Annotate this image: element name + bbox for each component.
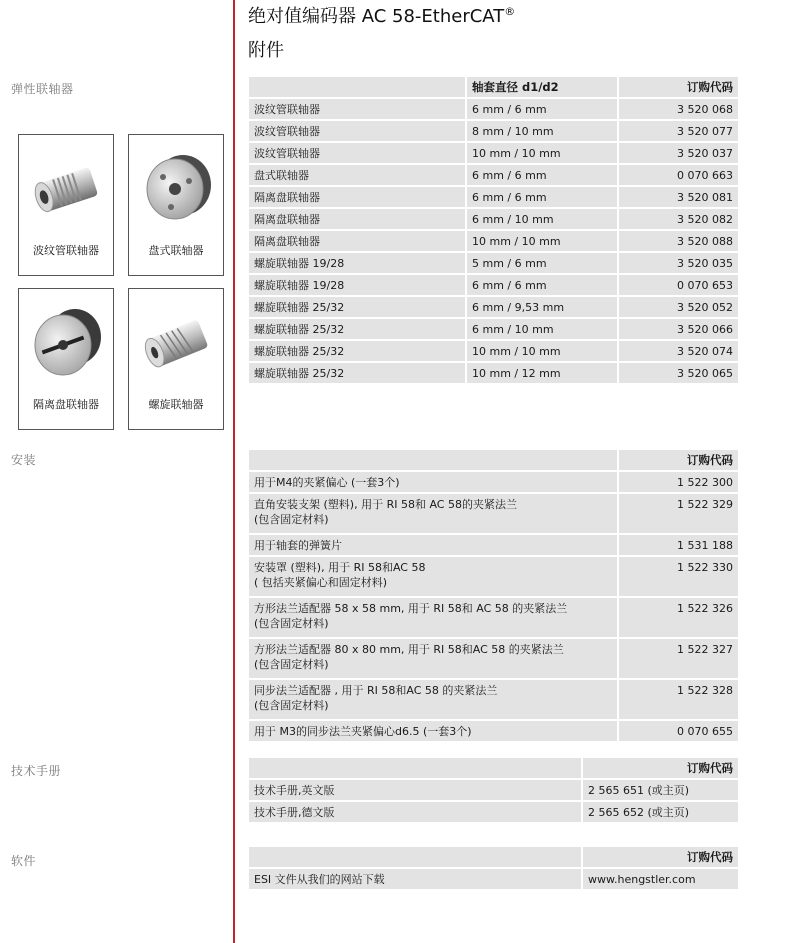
cell-order-code: 1 522 326 <box>617 598 738 637</box>
cell-order-code: 3 520 082 <box>617 209 738 229</box>
manual-table <box>249 756 738 824</box>
product-caption: 盘式联轴器 <box>148 244 204 257</box>
table-header-row <box>249 847 738 867</box>
product-card-insulated-disc <box>18 288 114 430</box>
table-header-row <box>249 758 738 778</box>
table-row <box>249 253 738 273</box>
cell-name: 螺旋联轴器 25/32 <box>249 363 465 383</box>
table-header-row <box>249 77 738 97</box>
cell-bore: 6 mm / 6 mm <box>465 275 617 295</box>
header-order-code: 订购代码 <box>617 77 738 97</box>
cell-bore: 6 mm / 6 mm <box>465 187 617 207</box>
disc-coupling-photo-icon <box>137 145 215 231</box>
table-row <box>249 99 738 119</box>
cell-name: ESI 文件从我们的网站下载 <box>249 869 581 889</box>
cell-name: 波纹管联轴器 <box>249 99 465 119</box>
product-caption: 波纹管联轴器 <box>33 244 99 257</box>
cell-name: 螺旋联轴器 25/32 <box>249 319 465 339</box>
table-row <box>249 535 738 555</box>
table-row <box>249 780 738 800</box>
cell-bore: 6 mm / 6 mm <box>465 165 617 185</box>
page-title: 绝对值编码器 AC 58-EtherCAT® <box>248 5 516 27</box>
table-row <box>249 721 738 741</box>
table-row <box>249 680 738 719</box>
table-row <box>249 557 738 596</box>
cell-bore: 6 mm / 9,53 mm <box>465 297 617 317</box>
cell-name: 螺旋联轴器 19/28 <box>249 253 465 273</box>
cell-name: 方形法兰适配器 58 x 58 mm, 用于 RI 58和 AC 58 的夹紧法兰 (包含固定材料) <box>249 598 617 637</box>
mounting-table <box>249 448 738 743</box>
cell-order-code: 1 522 330 <box>617 557 738 596</box>
cell-order-code: 1 531 188 <box>617 535 738 555</box>
table-row <box>249 341 738 361</box>
table-row <box>249 165 738 185</box>
header-name <box>249 758 581 778</box>
cell-order-code: 3 520 088 <box>617 231 738 251</box>
table-row <box>249 297 738 317</box>
cell-order-code: 3 520 081 <box>617 187 738 207</box>
product-card-bellows <box>18 134 114 276</box>
header-bore: 轴套直径 d1/d2 <box>465 77 617 97</box>
cell-bore: 6 mm / 6 mm <box>465 99 617 119</box>
cell-name: 隔离盘联轴器 <box>249 187 465 207</box>
cell-order-code: 0 070 655 <box>617 721 738 741</box>
cell-order-code: 0 070 663 <box>617 165 738 185</box>
cell-name: 直角安装支架 (塑料), 用于 RI 58和 AC 58的夹紧法兰 (包含固定材料) <box>249 494 617 533</box>
page-subtitle: 附件 <box>248 40 284 61</box>
cell-order-code: 3 520 065 <box>617 363 738 383</box>
cell-bore: 8 mm / 10 mm <box>465 121 617 141</box>
section-label-software: 软件 <box>11 854 37 868</box>
cell-name: 方形法兰适配器 80 x 80 mm, 用于 RI 58和AC 58 的夹紧法兰 (包含固定材料) <box>249 639 617 678</box>
cell-name: 盘式联轴器 <box>249 165 465 185</box>
table-row <box>249 319 738 339</box>
cell-name: 用于M4的夹紧偏心 (一套3个) <box>249 472 617 492</box>
cell-bore: 5 mm / 6 mm <box>465 253 617 273</box>
cell-name: 螺旋联轴器 25/32 <box>249 341 465 361</box>
cell-name: 安装罩 (塑料), 用于 RI 58和AC 58 ( 包括夹紧偏心和固定材料) <box>249 557 617 596</box>
cell-bore: 6 mm / 10 mm <box>465 319 617 339</box>
header-name <box>249 450 617 470</box>
software-table <box>249 845 738 891</box>
cell-bore: 10 mm / 10 mm <box>465 143 617 163</box>
table-row <box>249 231 738 251</box>
couplings-table <box>249 75 738 385</box>
section-label-couplings: 弹性联轴器 <box>11 82 74 96</box>
header-order-code: 订购代码 <box>581 847 738 867</box>
product-card-disc <box>128 134 224 276</box>
table-row <box>249 363 738 383</box>
cell-name: 螺旋联轴器 25/32 <box>249 297 465 317</box>
table-row <box>249 802 738 822</box>
header-name <box>249 77 465 97</box>
cell-name: 技术手册,英文版 <box>249 780 581 800</box>
section-label-manual: 技术手册 <box>11 764 62 778</box>
helical-coupling-photo-icon <box>137 299 215 385</box>
cell-order-code: 3 520 052 <box>617 297 738 317</box>
table-row <box>249 187 738 207</box>
cell-order-code: 3 520 035 <box>617 253 738 273</box>
cell-name: 隔离盘联轴器 <box>249 209 465 229</box>
cell-order-code: 3 520 066 <box>617 319 738 339</box>
cell-name: 同步法兰适配器 , 用于 RI 58和AC 58 的夹紧法兰 (包含固定材料) <box>249 680 617 719</box>
cell-order-code: 0 070 653 <box>617 275 738 295</box>
table-row <box>249 121 738 141</box>
table-row <box>249 494 738 533</box>
product-caption: 隔离盘联轴器 <box>33 398 99 411</box>
cell-name: 技术手册,德文版 <box>249 802 581 822</box>
cell-name: 用于 M3的同步法兰夹紧偏心d6.5 (一套3个) <box>249 721 617 741</box>
table-row <box>249 639 738 678</box>
cell-name: 螺旋联轴器 19/28 <box>249 275 465 295</box>
product-card-helical <box>128 288 224 430</box>
cell-order-code: 3 520 037 <box>617 143 738 163</box>
registered-mark: ® <box>504 5 516 18</box>
cell-bore: 6 mm / 10 mm <box>465 209 617 229</box>
table-row <box>249 143 738 163</box>
cell-order-code: 1 522 300 <box>617 472 738 492</box>
table-row <box>249 472 738 492</box>
cell-order-code: 1 522 329 <box>617 494 738 533</box>
cell-name: 波纹管联轴器 <box>249 121 465 141</box>
product-caption: 螺旋联轴器 <box>148 398 204 411</box>
cell-name: 隔离盘联轴器 <box>249 231 465 251</box>
header-order-code: 订购代码 <box>581 758 738 778</box>
cell-bore: 10 mm / 10 mm <box>465 231 617 251</box>
table-row <box>249 275 738 295</box>
cell-order-code: 3 520 074 <box>617 341 738 361</box>
header-name <box>249 847 581 867</box>
table-header-row <box>249 450 738 470</box>
cell-order-code: 3 520 077 <box>617 121 738 141</box>
section-label-mounting: 安装 <box>11 453 37 467</box>
bellows-coupling-photo-icon <box>27 145 105 231</box>
cell-bore: 10 mm / 12 mm <box>465 363 617 383</box>
table-row <box>249 209 738 229</box>
insulated-disc-coupling-photo-icon <box>27 299 105 385</box>
header-order-code: 订购代码 <box>617 450 738 470</box>
cell-order-code: www.hengstler.com <box>581 869 738 889</box>
cell-order-code: 1 522 328 <box>617 680 738 719</box>
cell-order-code: 2 565 651 (或主页) <box>581 780 738 800</box>
cell-name: 波纹管联轴器 <box>249 143 465 163</box>
cell-name: 用于轴套的弹簧片 <box>249 535 617 555</box>
cell-bore: 10 mm / 10 mm <box>465 341 617 361</box>
cell-order-code: 1 522 327 <box>617 639 738 678</box>
table-row <box>249 869 738 889</box>
red-divider-line <box>233 0 235 943</box>
cell-order-code: 2 565 652 (或主页) <box>581 802 738 822</box>
table-row <box>249 598 738 637</box>
cell-order-code: 3 520 068 <box>617 99 738 119</box>
